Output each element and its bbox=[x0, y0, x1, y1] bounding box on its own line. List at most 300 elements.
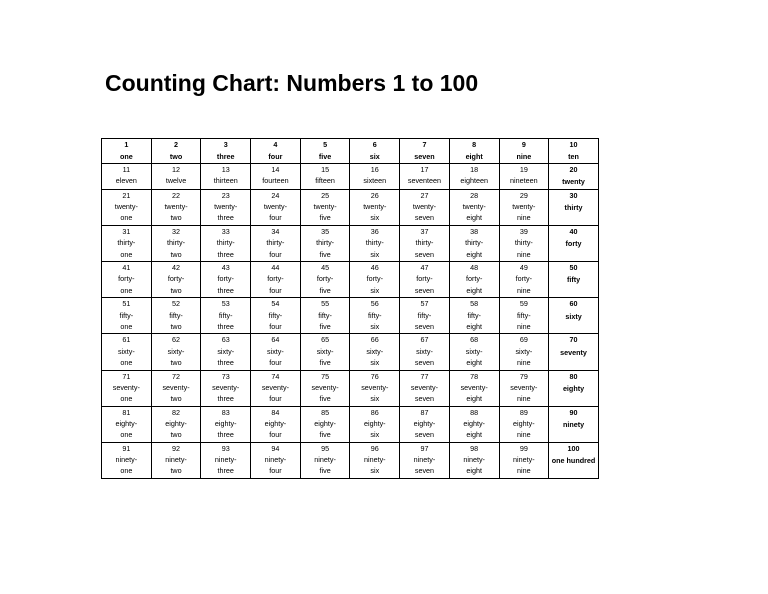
number-cell bbox=[102, 406, 152, 442]
cell-word: five bbox=[319, 394, 331, 404]
number-cell bbox=[201, 189, 251, 225]
number-cell bbox=[251, 164, 301, 190]
cell-number: 95 bbox=[321, 443, 330, 453]
cell-number: 98 bbox=[470, 443, 479, 453]
cell-word: seventy- bbox=[112, 382, 140, 392]
number-cell bbox=[499, 298, 549, 334]
cell-number: 99 bbox=[519, 443, 528, 453]
cell-word: four bbox=[269, 213, 282, 223]
cell-word: six bbox=[370, 249, 380, 259]
number-cell bbox=[499, 139, 549, 164]
number-cell bbox=[102, 370, 152, 406]
cell-word: seven bbox=[414, 249, 435, 259]
cell-word: three bbox=[217, 466, 234, 476]
number-cell bbox=[350, 164, 400, 190]
cell-number: 48 bbox=[470, 263, 479, 273]
number-cell bbox=[151, 164, 201, 190]
cell-word: nine bbox=[517, 357, 531, 367]
cell-word: nine bbox=[517, 321, 531, 331]
cell-word: sixty- bbox=[217, 346, 235, 356]
cell-number: 94 bbox=[271, 443, 280, 453]
cell-word: eight bbox=[466, 321, 482, 331]
cell-number: 51 bbox=[122, 299, 131, 309]
cell-number: 75 bbox=[321, 371, 330, 381]
number-cell bbox=[300, 370, 350, 406]
cell-word: eighty- bbox=[513, 418, 535, 428]
cell-word: ninety- bbox=[314, 455, 336, 465]
cell-number: 3 bbox=[223, 140, 228, 149]
cell-word: one bbox=[120, 285, 133, 295]
cell-word: seventy bbox=[560, 347, 587, 357]
cell-word: ten bbox=[568, 152, 579, 162]
cell-number: 9 bbox=[521, 140, 526, 149]
cell-word: ninety- bbox=[214, 455, 237, 465]
number-cell bbox=[549, 139, 599, 164]
number-cell bbox=[251, 442, 301, 478]
number-cell bbox=[549, 226, 599, 262]
cell-word: two bbox=[170, 249, 182, 259]
cell-word: twenty- bbox=[263, 202, 287, 212]
cell-word: twenty- bbox=[164, 202, 188, 212]
cell-number: 42 bbox=[172, 263, 181, 273]
cell-word: seventeen bbox=[407, 176, 442, 186]
cell-word: nineteen bbox=[510, 176, 538, 186]
number-cell bbox=[449, 139, 499, 164]
cell-word: eighty- bbox=[165, 418, 187, 428]
number-cell bbox=[151, 298, 201, 334]
cell-word: fifty- bbox=[268, 310, 283, 320]
cell-number: 45 bbox=[321, 263, 330, 273]
cell-word: one bbox=[120, 249, 133, 259]
cell-word: forty- bbox=[366, 274, 383, 284]
number-cell bbox=[350, 370, 400, 406]
cell-word: two bbox=[170, 357, 182, 367]
cell-number: 27 bbox=[420, 190, 429, 200]
number-cell bbox=[400, 262, 450, 298]
number-cell bbox=[499, 262, 549, 298]
cell-number: 90 bbox=[569, 407, 578, 417]
number-cell bbox=[449, 262, 499, 298]
cell-number: 5 bbox=[323, 140, 328, 149]
number-cell bbox=[549, 334, 599, 370]
cell-word: six bbox=[370, 285, 380, 295]
number-cell bbox=[400, 164, 450, 190]
number-cell bbox=[400, 189, 450, 225]
table-row bbox=[102, 164, 599, 190]
cell-word: forty- bbox=[316, 274, 334, 284]
cell-word: five bbox=[319, 321, 331, 331]
cell-number: 59 bbox=[519, 299, 528, 309]
cell-word: three bbox=[217, 394, 234, 404]
number-cell bbox=[549, 442, 599, 478]
cell-number: 54 bbox=[271, 299, 280, 309]
cell-number: 6 bbox=[372, 140, 377, 149]
cell-number: 28 bbox=[470, 190, 479, 200]
cell-number: 55 bbox=[321, 299, 330, 309]
cell-word: sixty- bbox=[316, 346, 334, 356]
cell-word: twelve bbox=[165, 176, 187, 186]
cell-word: thirty bbox=[564, 203, 583, 213]
cell-number: 32 bbox=[172, 227, 181, 237]
cell-number: 43 bbox=[221, 263, 230, 273]
number-cell bbox=[350, 262, 400, 298]
cell-word: seven bbox=[414, 213, 435, 223]
cell-number: 7 bbox=[422, 140, 427, 149]
cell-word: six bbox=[370, 394, 380, 404]
cell-word: fifty- bbox=[218, 310, 233, 320]
cell-number: 34 bbox=[271, 227, 280, 237]
cell-word: twenty- bbox=[363, 202, 387, 212]
cell-number: 31 bbox=[122, 227, 131, 237]
cell-number: 100 bbox=[567, 443, 580, 453]
number-cell bbox=[449, 164, 499, 190]
number-cell bbox=[300, 262, 350, 298]
cell-word: fifty- bbox=[517, 310, 531, 320]
cell-word: nine bbox=[517, 430, 531, 440]
number-cell bbox=[499, 226, 549, 262]
number-cell bbox=[201, 139, 251, 164]
cell-word: forty- bbox=[465, 274, 483, 284]
cell-word: four bbox=[269, 285, 282, 295]
number-cell bbox=[350, 139, 400, 164]
number-cell bbox=[350, 334, 400, 370]
number-cell bbox=[151, 139, 201, 164]
number-cell bbox=[251, 298, 301, 334]
number-cell bbox=[300, 406, 350, 442]
cell-number: 12 bbox=[172, 165, 181, 175]
cell-word: seventy- bbox=[261, 382, 289, 392]
cell-word: one hundred bbox=[551, 456, 596, 466]
cell-number: 25 bbox=[321, 190, 330, 200]
cell-word: thirty- bbox=[117, 238, 136, 248]
cell-word: sixteen bbox=[363, 176, 387, 186]
cell-number: 35 bbox=[321, 227, 330, 237]
cell-number: 11 bbox=[122, 165, 131, 175]
number-cell bbox=[449, 442, 499, 478]
cell-number: 17 bbox=[420, 165, 429, 175]
cell-word: one bbox=[120, 213, 133, 223]
number-cell bbox=[549, 262, 599, 298]
cell-number: 58 bbox=[470, 299, 479, 309]
cell-number: 64 bbox=[271, 335, 280, 345]
number-cell bbox=[350, 189, 400, 225]
cell-word: three bbox=[217, 430, 234, 440]
cell-number: 57 bbox=[420, 299, 429, 309]
cell-word: sixty- bbox=[416, 346, 433, 356]
number-cell bbox=[300, 189, 350, 225]
number-cell bbox=[449, 370, 499, 406]
number-cell bbox=[499, 406, 549, 442]
cell-number: 92 bbox=[172, 443, 181, 453]
number-cell bbox=[400, 370, 450, 406]
number-cell bbox=[102, 262, 152, 298]
cell-word: nine bbox=[517, 213, 531, 223]
cell-number: 56 bbox=[370, 299, 379, 309]
cell-word: ninety- bbox=[363, 455, 386, 465]
cell-word: sixty- bbox=[267, 346, 284, 356]
number-cell bbox=[300, 226, 350, 262]
number-cell bbox=[300, 334, 350, 370]
cell-word: twenty- bbox=[412, 202, 437, 212]
cell-word: ninety- bbox=[463, 455, 485, 465]
number-cell bbox=[499, 189, 549, 225]
cell-number: 50 bbox=[569, 263, 578, 273]
cell-word: nine bbox=[517, 285, 531, 295]
table-row bbox=[102, 139, 599, 164]
cell-word: fourteen bbox=[262, 176, 289, 186]
table-row bbox=[102, 189, 599, 225]
cell-word: seven bbox=[414, 394, 435, 404]
number-cell bbox=[400, 334, 450, 370]
number-cell bbox=[151, 226, 201, 262]
cell-word: forty- bbox=[118, 274, 135, 284]
cell-number: 88 bbox=[470, 407, 479, 417]
cell-number: 67 bbox=[420, 335, 429, 345]
cell-word: forty- bbox=[267, 274, 284, 284]
cell-number: 78 bbox=[470, 371, 479, 381]
cell-word: forty bbox=[565, 239, 582, 249]
cell-word: sixty- bbox=[515, 346, 533, 356]
cell-number: 38 bbox=[470, 227, 479, 237]
cell-word: seven bbox=[414, 430, 435, 440]
cell-number: 20 bbox=[569, 165, 578, 175]
cell-word: sixty- bbox=[465, 346, 483, 356]
cell-number: 13 bbox=[221, 165, 230, 175]
cell-word: thirty- bbox=[415, 238, 434, 248]
cell-number: 83 bbox=[221, 407, 230, 417]
number-cell bbox=[201, 370, 251, 406]
counting-table bbox=[101, 138, 599, 479]
number-cell bbox=[251, 226, 301, 262]
cell-word: sixty bbox=[565, 311, 582, 321]
cell-number: 62 bbox=[172, 335, 181, 345]
cell-word: fifty- bbox=[417, 310, 432, 320]
cell-word: one bbox=[120, 394, 133, 404]
cell-number: 70 bbox=[569, 335, 578, 345]
cell-word: nine bbox=[517, 394, 531, 404]
number-cell bbox=[251, 139, 301, 164]
cell-number: 85 bbox=[321, 407, 330, 417]
number-cell bbox=[449, 189, 499, 225]
cell-word: two bbox=[170, 285, 182, 295]
cell-word: one bbox=[120, 321, 133, 331]
cell-number: 46 bbox=[370, 263, 379, 273]
cell-number: 52 bbox=[172, 299, 181, 309]
cell-word: one bbox=[120, 466, 133, 476]
cell-number: 91 bbox=[122, 443, 131, 453]
number-cell bbox=[251, 406, 301, 442]
number-cell bbox=[350, 406, 400, 442]
table-row bbox=[102, 298, 599, 334]
table-row bbox=[102, 406, 599, 442]
cell-word: forty- bbox=[167, 274, 185, 284]
number-cell bbox=[400, 226, 450, 262]
cell-number: 77 bbox=[420, 371, 429, 381]
number-cell bbox=[251, 189, 301, 225]
cell-word: four bbox=[268, 152, 283, 162]
cell-word: ninety- bbox=[513, 455, 535, 465]
number-cell bbox=[102, 334, 152, 370]
number-cell bbox=[251, 334, 301, 370]
number-cell bbox=[251, 370, 301, 406]
cell-number: 39 bbox=[519, 227, 528, 237]
cell-word: eleven bbox=[115, 176, 137, 186]
cell-word: fifty- bbox=[318, 310, 332, 320]
cell-number: 73 bbox=[221, 371, 230, 381]
cell-word: fifteen bbox=[315, 176, 335, 186]
cell-word: eight bbox=[466, 466, 482, 476]
cell-number: 86 bbox=[370, 407, 379, 417]
cell-number: 14 bbox=[271, 165, 280, 175]
number-cell bbox=[102, 226, 152, 262]
cell-word: two bbox=[170, 430, 182, 440]
cell-word: two bbox=[170, 213, 182, 223]
cell-word: three bbox=[217, 321, 234, 331]
cell-word: thirty- bbox=[167, 238, 186, 248]
number-cell bbox=[201, 164, 251, 190]
number-cell bbox=[251, 262, 301, 298]
number-cell bbox=[449, 334, 499, 370]
number-cell bbox=[300, 139, 350, 164]
cell-word: seventy- bbox=[510, 382, 538, 392]
cell-word: five bbox=[319, 213, 331, 223]
cell-number: 19 bbox=[519, 165, 528, 175]
cell-word: eight bbox=[465, 152, 483, 162]
cell-word: six bbox=[370, 430, 380, 440]
cell-word: ninety- bbox=[115, 455, 138, 465]
cell-word: seven bbox=[414, 285, 435, 295]
cell-word: eight bbox=[466, 357, 482, 367]
cell-number: 29 bbox=[519, 190, 528, 200]
cell-word: seventy- bbox=[410, 382, 439, 392]
cell-word: two bbox=[170, 321, 182, 331]
cell-number: 44 bbox=[271, 263, 280, 273]
number-cell bbox=[549, 298, 599, 334]
number-cell bbox=[300, 164, 350, 190]
cell-word: thirty- bbox=[465, 238, 484, 248]
cell-number: 65 bbox=[321, 335, 330, 345]
cell-word: four bbox=[269, 321, 282, 331]
cell-word: fifty- bbox=[467, 310, 481, 320]
number-cell bbox=[449, 298, 499, 334]
cell-number: 37 bbox=[420, 227, 429, 237]
cell-word: twenty- bbox=[512, 202, 536, 212]
number-cell bbox=[549, 164, 599, 190]
cell-word: five bbox=[319, 285, 331, 295]
cell-word: five bbox=[319, 249, 331, 259]
cell-word: ninety bbox=[562, 419, 585, 429]
cell-word: twenty bbox=[562, 177, 585, 187]
number-cell bbox=[350, 226, 400, 262]
number-cell bbox=[151, 334, 201, 370]
cell-word: fifty- bbox=[169, 310, 183, 320]
cell-number: 8 bbox=[472, 140, 477, 149]
cell-number: 79 bbox=[519, 371, 528, 381]
cell-word: twenty- bbox=[214, 202, 238, 212]
cell-word: eighty- bbox=[264, 418, 287, 428]
number-cell bbox=[201, 226, 251, 262]
cell-word: four bbox=[269, 466, 282, 476]
cell-word: one bbox=[120, 357, 133, 367]
cell-word: seventy- bbox=[311, 382, 339, 392]
cell-word: eighty- bbox=[463, 418, 485, 428]
cell-number: 63 bbox=[221, 335, 230, 345]
cell-word: thirty- bbox=[316, 238, 335, 248]
cell-word: sixty- bbox=[366, 346, 384, 356]
table-row bbox=[102, 370, 599, 406]
cell-word: three bbox=[216, 152, 235, 162]
cell-number: 87 bbox=[420, 407, 429, 417]
number-cell bbox=[549, 406, 599, 442]
cell-word: seven bbox=[414, 152, 435, 162]
cell-word: eighty- bbox=[363, 418, 386, 428]
cell-word: twenty- bbox=[462, 202, 486, 212]
cell-word: fifty- bbox=[367, 310, 382, 320]
cell-word: four bbox=[269, 394, 282, 404]
cell-word: sixty- bbox=[117, 346, 135, 356]
cell-word: eighty- bbox=[214, 418, 237, 428]
cell-word: eighty bbox=[562, 383, 585, 393]
number-cell bbox=[449, 226, 499, 262]
number-cell bbox=[201, 298, 251, 334]
number-cell bbox=[400, 406, 450, 442]
cell-word: eight bbox=[466, 394, 482, 404]
cell-word: fifty bbox=[566, 275, 581, 285]
cell-word: five bbox=[319, 430, 331, 440]
cell-number: 81 bbox=[122, 407, 131, 417]
number-cell bbox=[201, 334, 251, 370]
cell-number: 4 bbox=[273, 140, 278, 149]
cell-number: 16 bbox=[370, 165, 379, 175]
cell-word: three bbox=[217, 285, 234, 295]
cell-number: 93 bbox=[221, 443, 230, 453]
number-cell bbox=[449, 406, 499, 442]
cell-number: 60 bbox=[569, 299, 578, 309]
number-cell bbox=[549, 189, 599, 225]
cell-number: 40 bbox=[569, 227, 578, 237]
cell-number: 2 bbox=[174, 140, 179, 149]
cell-word: eight bbox=[466, 285, 482, 295]
cell-number: 18 bbox=[470, 165, 479, 175]
cell-word: ninety- bbox=[413, 455, 436, 465]
cell-number: 80 bbox=[569, 371, 578, 381]
cell-number: 33 bbox=[221, 227, 230, 237]
cell-word: five bbox=[319, 466, 331, 476]
cell-word: seven bbox=[414, 357, 435, 367]
cell-number: 15 bbox=[321, 165, 330, 175]
table-row bbox=[102, 262, 599, 298]
number-cell bbox=[151, 442, 201, 478]
cell-number: 61 bbox=[122, 335, 131, 345]
cell-word: forty- bbox=[217, 274, 234, 284]
cell-word: three bbox=[217, 213, 234, 223]
cell-word: six bbox=[369, 152, 380, 162]
cell-word: eighty- bbox=[314, 418, 336, 428]
number-cell bbox=[350, 298, 400, 334]
cell-word: six bbox=[370, 357, 380, 367]
cell-number: 84 bbox=[271, 407, 280, 417]
cell-word: seven bbox=[414, 466, 435, 476]
cell-word: six bbox=[370, 213, 380, 223]
number-cell bbox=[151, 189, 201, 225]
number-cell bbox=[300, 442, 350, 478]
cell-number: 68 bbox=[470, 335, 479, 345]
cell-word: sixty- bbox=[167, 346, 185, 356]
number-cell bbox=[151, 370, 201, 406]
cell-word: three bbox=[217, 249, 234, 259]
cell-word: thirteen bbox=[213, 176, 238, 186]
number-cell bbox=[499, 164, 549, 190]
